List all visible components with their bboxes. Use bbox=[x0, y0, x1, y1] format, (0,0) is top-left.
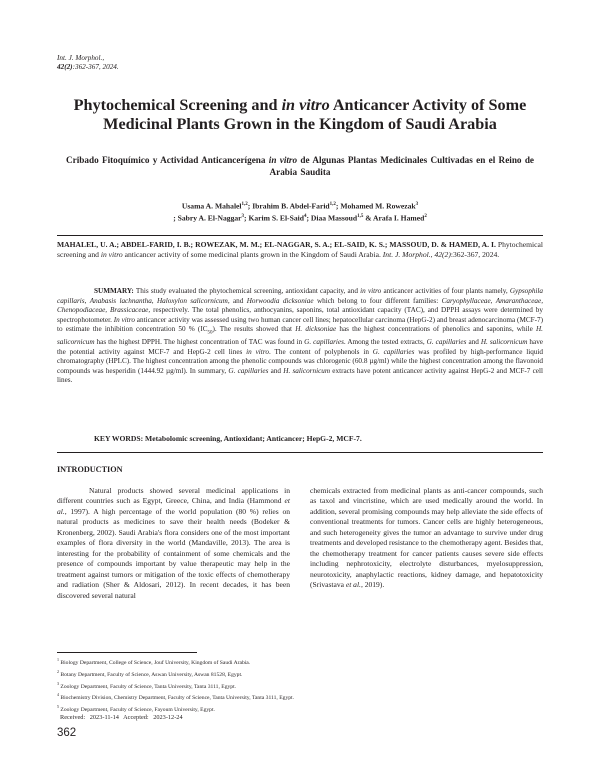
footnote-item: $^5$ Zoology Department, Faculty of Science, Fayoum University, Egypt. bbox=[57, 704, 215, 713]
keywords: KEY WORDS: Metabolomic screening, Antioxidant; Anticancer; HepG-2, MCF-7. bbox=[94, 434, 362, 443]
citation-block: MAHALEL, U. A.; ABDEL-FARID, I. B.; ROWEZAK, M. M.; EL-NAGGAR, S. A.; EL-SAID, K. S.; MASSOUD, D. & HAMED, A. I. Phytochemical screening and in vitro anticancer activity of some medicinal plants grown in the Kingdom of Saudi Arabia. Int. J. Morphol., 42(2):362-367, 2024. bbox=[57, 240, 543, 260]
article-subtitle-spanish: Cribado Fitoquímico y Actividad Anticancerígena in vitro de Algunas Plantas Medicinales Cultivadas en el Reino de Arabia Saudita bbox=[65, 155, 535, 177]
author-list: Usama A. Mahalel$^{1,2}$; Ibrahim B. Abdel-Farid$^{1,2}$; Mohamed M. Rowezak$^3$ ; Sabry A. El-Naggar$^3$; Karim S. El-Said$^4$; Diaa Massoud$^{1,5}$ & Arafa I. Hamed$^2$ bbox=[173, 201, 427, 223]
intro-column-right: chemicals extracted from medicinal plants as anti-cancer compounds, such as taxol and vincristine, which are used medically around the world. In addition, several promising compounds may help alleviate the side effects of conventional treatments for tumors. Cancer cells are highly heterogeneous, and such heterogeneity gives the tumor an advantage to survive under drug treatments and developed resistance to the chemotherapy agent. Besides that, the chemotherapy treatment for cancer patients causes severe side effects including nephrotoxicity, electrolyte disturbances, myelosuppression, neurotoxicity, anaphylactic reactions, kidney damage, and hepatotoxicity (Srivastava et al., 2019). bbox=[310, 486, 543, 590]
footnote-item: $^3$ Zoology Department, Faculty of Science, Tanta University, Tanta 3111, Egypt. bbox=[57, 680, 237, 690]
received-accepted-dates: Received: 2023-11-14 Accepted: 2023-12-24 bbox=[60, 714, 183, 721]
journal-issue-pages: 42(2):362-367, 2024. bbox=[57, 63, 119, 72]
footnote-item: $^1$ Biology Department, College of Science, Jouf University, Kingdom of Saudi Arabia. bbox=[57, 657, 251, 666]
section-heading-introduction: INTRODUCTION bbox=[57, 465, 123, 474]
abstract-summary: SUMMARY: This study evaluated the phytochemical screening, antioxidant capacity, and in vitro anticancer activities of four plants namely, Gypsophila capillaris, Anabasis lachnantha, Haloxylon salicornicum, and Horwoodia dicksoniae which belong to four different families: Caryophyllaceae, Amaranthaceae, Chenopodiaceae, Brassicaceae, respectively. The total phenolics, anthocyanins, saponins, total antioxidant capacity (TAC), and DPPH assays were determined by spectrophotometer. In vitro anticancer activity was assessed using two human cancer cell lines; hepatocellular carcinoma (HepG-2) and breast adenocarcinoma (MCF-7) to estimate the inhibition concentration 50 % $(IC_{50})$. The results showed that H. dicksoniae has the highest concentrations of phenolics and saponins, while H. salicornicum has the highest DPPH. The highest concentration of TAC was found in G. capillaries. Among the tested extracts, G. capillaries and H. salicornicum have the potential activity against MCF-7 and HepG-2 cell lines in vitro. The content of polyphenols in G. capillaries was profiled by high-performance liquid chromatography (HPLC). The highest concentration among the phenolic compounds was chlorogenic (60.8 µg/ml) while the highest concentration among the flavonoid compounds was hesperidin (1444.92 µg/ml). In summary, G. capillaries and H. salicornicum extracts have potent anticancer activity against HepG-2 and MCF-7 cell lines. bbox=[57, 287, 544, 385]
page-number: 362 bbox=[57, 727, 77, 739]
journal-name: Int. J. Morphol., bbox=[57, 54, 105, 62]
divider-top bbox=[57, 235, 543, 236]
intro-column-left: Natural products showed several medicinal applications in different countries such as Egypt, Greece, China, and India (Hammond et al., 1997). A high percentage of the world population (80 %) relies on natural products as medicines to save their health needs (Bodeker & Kronenberg, 2002). Saudi Arabia's flora considers one of the most important examples of flora diversity in the world (Mandaville, 2013). The area is interesting for the probability of containment of some chemicals and the presence of compounds important by value therapeutic may help in the treatment against tumors or mitigation of the toxic effects of chemotherapy and radiation (Sher & Aldosari, 2012). In recent decades, it has been discovered several natural bbox=[57, 486, 290, 600]
footnote-item: $^2$ Botany Department, Faculty of Science, Aswan University, Aswan 81528, Egypt. bbox=[57, 668, 243, 678]
footnote-divider bbox=[57, 652, 197, 653]
divider-bottom bbox=[57, 452, 543, 453]
journal-header bbox=[57, 54, 119, 72]
article-title: Phytochemical Screening and in vitro Anticancer Activity of Some Medicinal Plants Grown in the Kingdom of Saudi Arabia bbox=[73, 96, 527, 133]
affiliation-footnotes bbox=[57, 656, 543, 715]
footnote-item: $^4$ Biochemistry Division, Chemistry Department, Faculty of Science, Tanta University, Tanta 3111, Egypt. bbox=[57, 692, 294, 702]
